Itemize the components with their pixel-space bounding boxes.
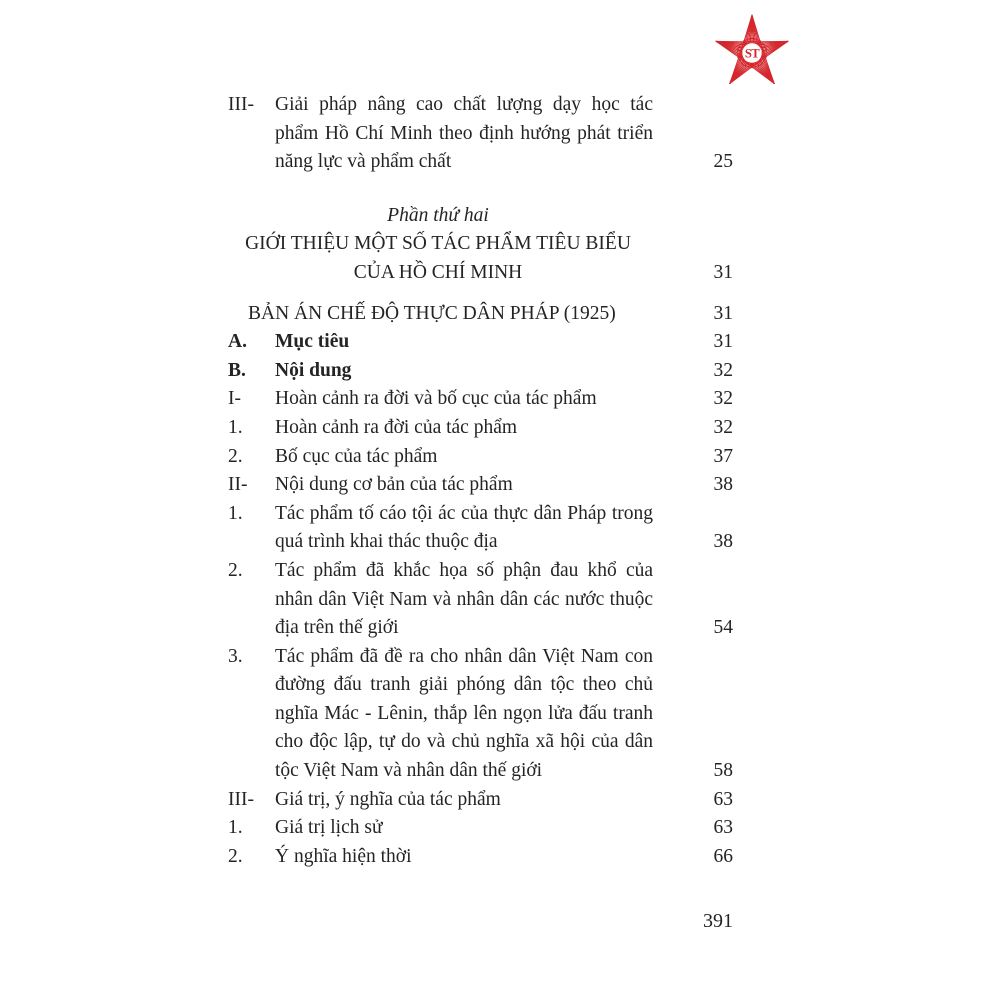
- toc-entry-text: Nội dung: [275, 359, 352, 381]
- toc-entry-label: 1.: [228, 416, 243, 438]
- toc-entry-page: 54: [713, 617, 733, 639]
- toc-entry-label: II-: [228, 474, 248, 496]
- part-page-number: 31: [713, 261, 733, 283]
- toc-entry-page: 32: [713, 416, 733, 438]
- toc-entry-label: 1.: [228, 817, 243, 839]
- publisher-star-logo: [712, 13, 792, 93]
- section-page-number: 31: [713, 302, 733, 324]
- toc-entry-text: Ý nghĩa hiện thời: [275, 845, 412, 867]
- toc-entry-page: 38: [713, 531, 733, 553]
- toc-entry-page: 31: [713, 331, 733, 353]
- toc-entry-page: 63: [713, 788, 733, 810]
- part-kicker: Phần thứ hai: [387, 204, 489, 226]
- toc-entry-label: III-: [228, 788, 254, 810]
- toc-entry: [228, 328, 733, 357]
- toc-entry-label: III-: [228, 94, 254, 115]
- toc-entry-label: I-: [228, 388, 241, 410]
- toc-entry-text: Tác phẩm tố cáo tội ác của thực dân Pháp trong quá trình khai thác thuộc địa: [275, 502, 653, 553]
- part-heading: [228, 202, 733, 288]
- part-title-line1: GIỚI THIỆU MỘT SỐ TÁC PHẨM TIÊU BIỂU: [245, 233, 631, 255]
- toc-entry-label: 1.: [228, 502, 243, 524]
- toc-entry: [228, 471, 733, 500]
- toc-entry: [228, 786, 733, 815]
- toc-entry: [228, 500, 733, 557]
- toc-entry-text: Giá trị lịch sử: [275, 817, 383, 839]
- toc-entry: [228, 557, 733, 643]
- toc-entry: [228, 814, 733, 843]
- toc-entry-text: Hoàn cảnh ra đời và bố cục của tác phẩm: [275, 388, 597, 410]
- toc-entry-text: Giá trị, ý nghĩa của tác phẩm: [275, 788, 501, 810]
- table-of-contents: [228, 91, 733, 871]
- toc-entry-text: Bố cục của tác phẩm: [275, 445, 438, 467]
- toc-entry-label: B.: [228, 359, 246, 381]
- part-title-line2: CỦA HỒ CHÍ MINH: [353, 261, 523, 283]
- toc-entry-label: 3.: [228, 645, 243, 667]
- toc-entry-label: 2.: [228, 845, 243, 867]
- toc-entry-text: Nội dung cơ bản của tác phẩm: [275, 474, 513, 496]
- toc-entry: [228, 643, 733, 786]
- toc-entry-text: Giải pháp nâng cao chất lượng dạy học tác phẩm Hồ Chí Minh theo định hướng phát triển năng lực và phẩm chất: [275, 94, 653, 173]
- toc-entry: [228, 357, 733, 386]
- toc-entry-page: 38: [713, 474, 733, 496]
- publisher-monogram: ST: [744, 46, 760, 61]
- toc-entry-label: A.: [228, 331, 247, 353]
- toc-entry-text: Hoàn cảnh ra đời của tác phẩm: [275, 416, 518, 438]
- toc-entry: [228, 414, 733, 443]
- toc-entry: [228, 91, 733, 177]
- toc-entry-text: Tác phẩm đã đề ra cho nhân dân Việt Nam con đường đấu tranh giải phóng dân tộc theo chủ nghĩa Mác - Lênin, thắp lên ngọn lửa đấu tranh cho độc lập, tự do và chủ nghĩa xã hội của dân tộc Việt Nam và nhân dân thế giới: [275, 645, 653, 782]
- toc-entry-page: 58: [713, 760, 733, 782]
- toc-entry-text: Mục tiêu: [275, 331, 350, 353]
- toc-entry-page: 32: [713, 388, 733, 410]
- toc-entry-text: Tác phẩm đã khắc họa số phận đau khổ của nhân dân Việt Nam và nhân dân các nước thuộc địa trên thế giới: [275, 559, 653, 639]
- toc-entry-label: 2.: [228, 559, 243, 581]
- toc-entry: [228, 385, 733, 414]
- section-title: BẢN ÁN CHẾ ĐỘ THỰC DÂN PHÁP (1925): [248, 302, 616, 324]
- toc-entry: [228, 843, 733, 872]
- page-number: 391: [703, 910, 733, 932]
- toc-entry-label: 2.: [228, 445, 243, 467]
- toc-entry-page: 37: [713, 445, 733, 467]
- toc-entry: [228, 443, 733, 472]
- toc-entry-page: 63: [713, 817, 733, 839]
- section-heading: [228, 300, 733, 329]
- toc-entry-page: 32: [713, 359, 733, 381]
- toc-entry-page: 66: [713, 845, 733, 867]
- toc-entry-page: 25: [713, 151, 733, 173]
